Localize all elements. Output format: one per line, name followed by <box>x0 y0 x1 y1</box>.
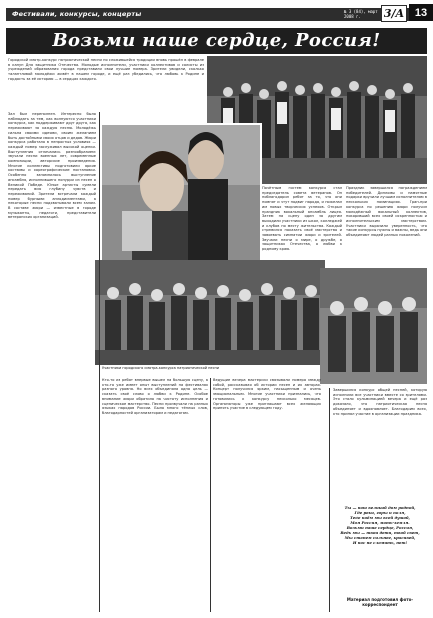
photo-caption-bottom: Участники городского смотра-конкурса патриотической песни <box>102 366 220 370</box>
couple-photo-image <box>102 125 260 269</box>
group-photo-right <box>320 268 427 384</box>
couple-photo <box>100 123 262 271</box>
lead-paragraph: Городской смотр-конкурс патриотической песни по сложившейся традиции вновь прошёл в феврале в канун Дня защитника Отечества. Молодые исполнители, участники коллективов и солисты из учреждений образования города представили свои лучшие номера. Зрители увидели, сколько талантливой молодёжи живёт в нашем городе, и ещё раз убедились, что любовь к Родине и гордость за её историю — в сердцах каждого. <box>8 58 204 81</box>
section-header-bar <box>6 8 427 21</box>
poem-line: Ты — наш великий дом родной, <box>344 505 416 510</box>
poem-line: Возьми наше сердце, Россия, <box>346 525 414 530</box>
group-photo-bottom-image <box>95 260 325 365</box>
text-column-5: Ведущие вечера мастерски связывали номера между собой, рассказывая об истории песен и их авторах. Концерт получился ярким, насыщенным и очень эмоциональным. Многие участники признались, что готовились к конкурсу несколько месяцев. Организаторы уже приглашают всех желающих принять участие в следующем году. <box>213 378 321 411</box>
column-divider <box>99 112 100 612</box>
column-divider <box>210 378 211 612</box>
group-photo-bottom <box>95 260 325 365</box>
author-signature: Материал подготовил фото-корреспондент <box>346 597 414 607</box>
poem-line: Мы станем сильнее, красивей, <box>344 535 416 540</box>
text-column-3: Праздник завершился награждением победителей. Дипломы и памятные подарки вручили лучшим исполнителям в нескольких номинациях. Гран-при конкурса по решению жюри получил молодёжный вокальный коллектив, покоривший всех своей искренностью и исполнительским мастерством. Участники выразили уверенность, что такие конкурсы нужны и важны, ведь они объединяют людей разных поколений. <box>346 186 427 238</box>
headline: Возьми наше сердце, Россия! <box>52 30 381 51</box>
section-title: Фестивали, конкурсы, концерты <box>12 10 142 18</box>
newspaper-logo: 3/A <box>381 5 407 22</box>
poem-line: Моя Россия, мать-земля. <box>350 520 410 525</box>
poem-block <box>333 505 427 597</box>
poem-line: И нас не сломить, нет! <box>352 540 408 545</box>
group-photo-right-image <box>320 268 427 384</box>
text-column-4: Кто-то из ребят впервые вышел на большую сцену, а кто-то уже имеет опыт выступлений на фестивалях разного уровня. Но всех объединяла одна цель — сказать своё слово о любви к Родине. Особое внимание жюри обратило на чистоту исполнения и сценическое мастерство. Песни прозвучали на разных языках народов России. Было много тёплых слов, благодарностей организаторам и педагогам. <box>102 378 208 415</box>
issue-info: № 3 (84), март 2008 г. <box>344 9 378 19</box>
column-divider <box>329 388 330 612</box>
headline-banner <box>6 28 427 54</box>
poem-line: Где реки, горы и поля, <box>354 510 406 515</box>
text-column-6: Завершился конкурс общей песней, которую исполнили все участники вместе со зрителями. Это стало кульминацией вечера и ещё раз доказало, что патриотическая песня объединяет и вдохновляет. Благодарим всех, кто принял участие в организации праздника. <box>333 388 427 416</box>
poem-line: Тебе поём мы всей душой, <box>349 515 410 520</box>
text-column-1: Зал был переполнен. Интересно было наблюдать за тем, как волнуются участники конкурса, как поддерживают друг друга, как переживают за каждую песню. Молодёжь сильна своими идеями, своим желанием быть достойными своих отцов и дедов. Жюри конкурса работало в непростых условиях — каждый номер заслуживал высокой оценки. Выступления отличались разнообразием: звучали песни военных лет, современные композиции, авторские произведения. Многие коллективы подготовили яркие костюмы и хореографические постановки. Особенно запомнилось выступление ансамбля, исполнившего попурри из песен о Великой Победе. Юные артисты сумели передать всю глубину чувств и переживаний. Зрители встречали каждый номер бурными аплодисментами, а некоторые песни подхватывали всем залом. В составе жюри — известные в городе музыканты, педагоги, представители ветеранских организаций. <box>8 112 96 220</box>
text-column-2: Почётным гостем конкурса стал председатель совета ветеранов. Он поблагодарил ребят за то, что они помнят и чтут подвиг народа, и пожелал им новых творческих успехов. Открыл праздник вокальный ансамбль лицея. Затем на сцену один за другим выходили участники из школ, колледжей и клубов по месту жительства. Каждый стремился показать своё мастерство и завоевать симпатии жюри и зрителей. Звучали песни о мире, о дружбе, о защитниках Отечества, о любви к родному краю. <box>262 186 342 252</box>
page-number: 13 <box>409 4 433 21</box>
poem-line: Ведь мы — твои дети, твой свет, <box>340 530 420 535</box>
